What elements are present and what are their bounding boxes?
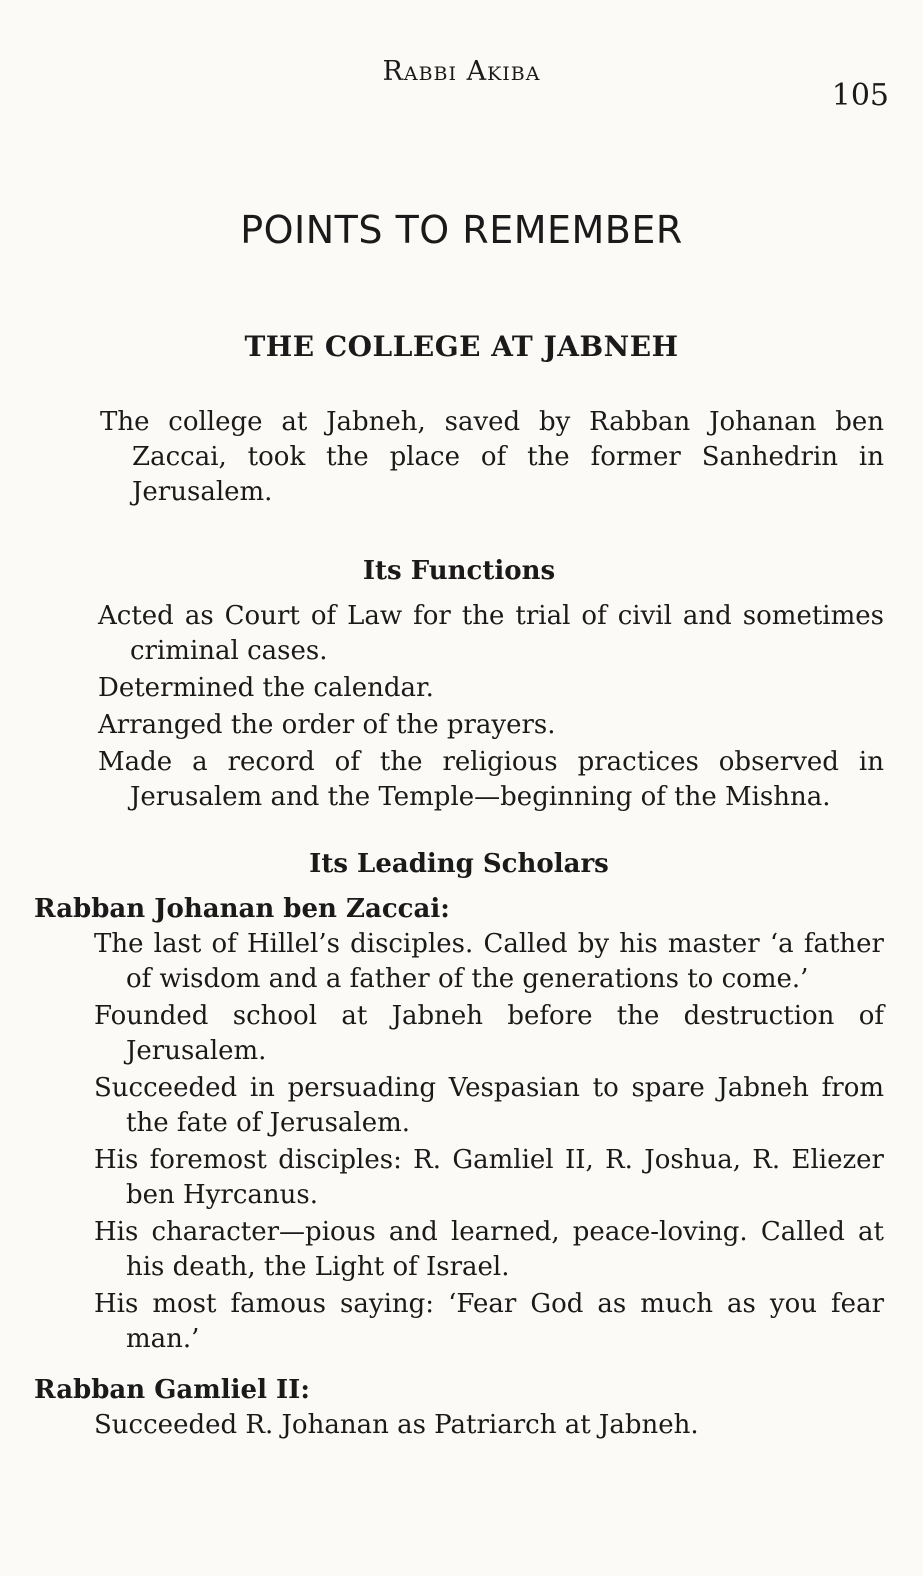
page-number: 105: [831, 78, 889, 113]
scholar-point: His foremost disciples: R. Gamliel II, R. Joshua, R. Eliezer ben Hyrcanus.: [94, 1145, 884, 1210]
scholar-entry: [34, 1373, 884, 1443]
scholar-point: His character—pious and learned, peace-loving. Called at his death, the Light of Israel.: [94, 1217, 884, 1282]
scholar-point: Succeeded R. Johanan as Patriarch at Jabneh.: [94, 1410, 699, 1440]
scholar-entry: [34, 892, 884, 1357]
functions-list: [34, 599, 884, 815]
scholar-point: The last of Hillel’s disciples. Called by his master ‘a father of wisdom and a father of the generations to come.’: [94, 929, 884, 994]
scholar-point: His most famous saying: ‘Fear God as much as you fear man.’: [94, 1289, 884, 1354]
function-item: Arranged the order of the prayers.: [98, 710, 556, 740]
scholar-name: Rabban Johanan ben Zaccai:: [34, 894, 450, 924]
scholars-heading: Its Leading Scholars: [309, 849, 609, 879]
functions-heading: Its Functions: [362, 556, 556, 586]
scholar-point: Founded school at Jabneh before the destruction of Jerusalem.: [94, 1001, 884, 1066]
running-head: Rabbi Akiba: [382, 56, 541, 87]
scholar-point: Succeeded in persuading Vespasian to spare Jabneh from the fate of Jerusalem.: [94, 1073, 884, 1138]
main-content: [34, 405, 884, 1445]
intro-paragraph: The college at Jabneh, saved by Rabban Johanan ben Zaccai, took the place of the former Sanhedrin in Jerusalem.: [100, 407, 884, 507]
function-item: Made a record of the religious practices observed in Jerusalem and the Temple—beginning of the Mishna.: [98, 747, 884, 812]
page-title: POINTS TO REMEMBER: [240, 208, 683, 252]
function-item: Determined the calendar.: [98, 673, 434, 703]
function-item: Acted as Court of Law for the trial of civil and sometimes criminal cases.: [98, 601, 884, 666]
scholar-name: Rabban Gamliel II:: [34, 1375, 310, 1405]
section-title: THE COLLEGE AT JABNEH: [244, 330, 679, 363]
